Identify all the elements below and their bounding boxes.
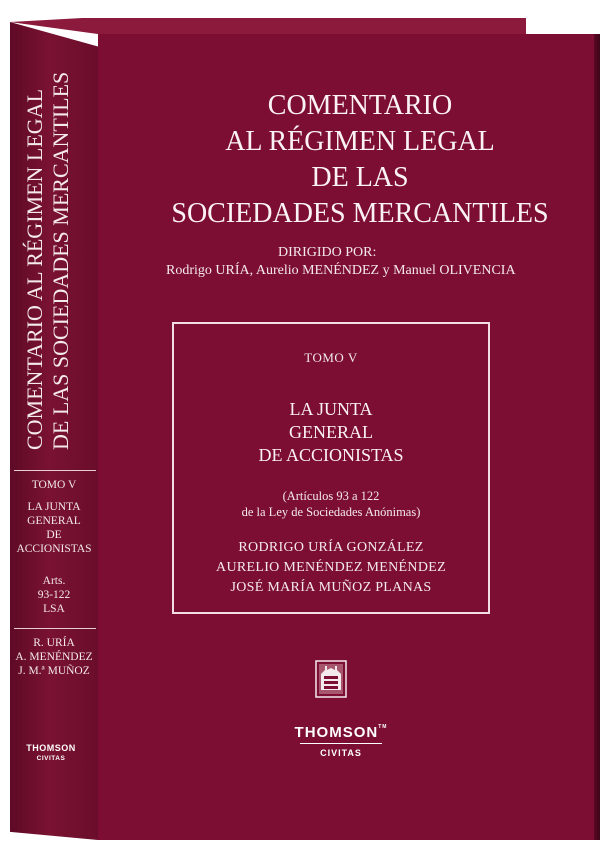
directors-block [130, 244, 590, 280]
spine-imprint-name: CIVITAS [36, 755, 66, 762]
publisher-divider [300, 743, 382, 744]
title-line: COMENTARIO [267, 90, 453, 121]
title-line: SOCIEDADES MERCANTILES [171, 198, 549, 229]
directors-names: Rodrigo URÍA, Aurelio MENÉNDEZ y Manuel OLIVENCIA [166, 263, 516, 278]
spine-publisher-name: THOMSON [26, 743, 76, 753]
spine-publisher-logo [18, 743, 84, 762]
cover-edge [594, 34, 600, 840]
title-line: DE LAS [311, 162, 409, 193]
spine-title-line: COMENTARIO AL RÉGIMEN LEGAL [22, 88, 47, 450]
title-line: AL RÉGIMEN LEGAL [225, 126, 495, 157]
book-title [130, 88, 590, 232]
publisher-name: THOMSON [294, 724, 379, 741]
directed-by-label: DIRIGIDO POR: [278, 245, 377, 260]
imprint-name: CIVITAS [320, 748, 362, 758]
book-top-edge [10, 18, 526, 34]
spine-title [22, 71, 86, 450]
authors-list [174, 538, 488, 598]
trademark-mark: TM [378, 724, 388, 730]
spine-subtitle: LA JUNTA GENERAL DE ACCIONISTAS [16, 501, 92, 555]
publisher-emblem-icon [315, 660, 347, 698]
author-name: AURELIO MENÉNDEZ MENÉNDEZ [216, 560, 446, 575]
author-name: JOSÉ MARÍA MUÑOZ PLANAS [230, 580, 432, 595]
articles-note: (Artículos 93 a 122 de la Ley de Sociedades Anónimas) [241, 489, 421, 519]
volume-frame [172, 322, 490, 614]
spine-articles: Arts. 93-122 LSA [37, 575, 71, 615]
spine-title-line: DE LAS SOCIEDADES MERCANTILES [48, 71, 73, 450]
volume-label: TOMO V [304, 350, 358, 365]
author-name: RODRIGO URÍA GONZÁLEZ [238, 540, 424, 555]
volume-subtitle [174, 398, 488, 467]
publisher-logo [286, 724, 396, 758]
spine-authors: R. URÍA A. MENÉNDEZ J. M.ª MUÑOZ [15, 637, 93, 677]
spine-volume: TOMO V [31, 479, 77, 491]
subtitle-line: GENERAL [289, 422, 373, 442]
subtitle-line: DE ACCIONISTAS [258, 445, 404, 465]
subtitle-line: LA JUNTA [289, 399, 373, 419]
spine-divider [14, 470, 96, 471]
spine-divider [14, 628, 96, 629]
